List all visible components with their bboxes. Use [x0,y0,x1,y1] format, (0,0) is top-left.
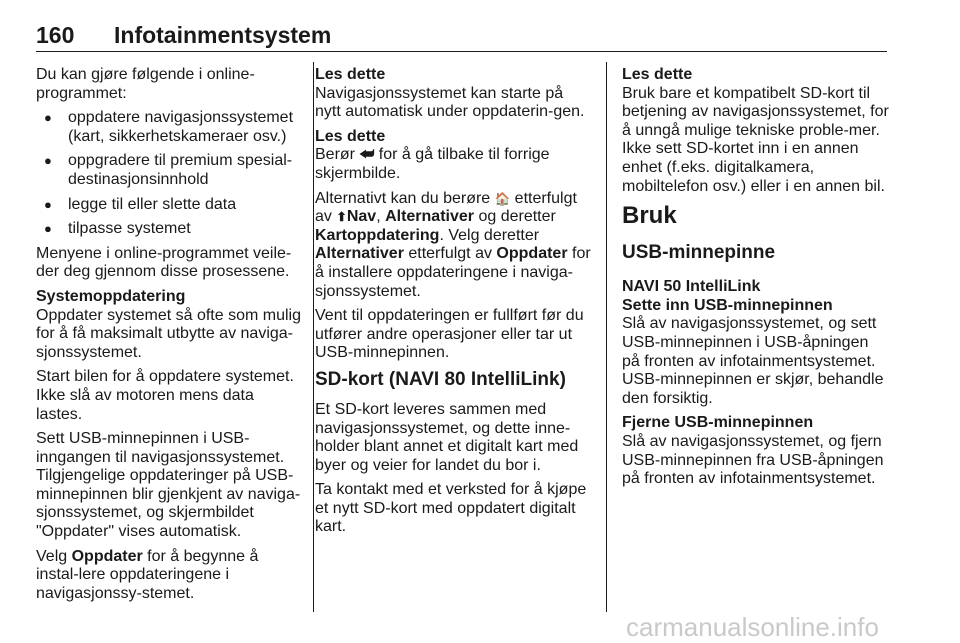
text-run: for å gå tilbake til forrige skjermbilde. [315,146,550,182]
list-item: ● legge til eller slette data [36,196,301,215]
text-run: , [376,208,386,226]
note-heading: Les dette [622,66,693,83]
text-run: for å installere oppdateringene i naviga-sjonssystemet. [315,245,591,300]
usb-insert-text: Sett USB-minnepinnen i USB-inngangen til navigasjonssystemet. Tilgjengelige oppdateringer på USB-minnepinnen blir gjenkjent av naviga-sjonssystemet, og skjermbildet "Oppdater" vises automatisk. [36,430,301,541]
note-heading: Les dette [315,127,386,145]
sd-card-heading: SD-kort (NAVI 80 IntelliLink) [315,368,566,390]
note-text [315,146,592,183]
system-update-text: Oppdater systemet så ofte som mulig for å få maksimalt utbytte av naviga-sjonssystemet. [36,306,301,361]
page-header [36,22,886,52]
text-run: etterfulgt av [315,189,577,226]
note-text: Navigasjonssystemet kan starte på nytt automatisk under oppdaterin-gen. [315,84,585,121]
list-item: ● oppgradere til premium spesial-destinasjonsinnhold [36,152,301,189]
map-update-label: Kartoppdatering [315,226,440,244]
remove-usb-heading: Fjerne USB-minnepinnen [622,414,814,432]
column-2 [315,66,592,543]
list-item: ● tilpasse systemet [36,220,301,239]
insert-usb-heading: Sette inn USB-minnepinnen [622,296,833,314]
select-update-text [36,548,301,604]
column-divider-2 [606,62,607,612]
update-label: Oppdater [71,547,143,565]
note-heading: Les dette [315,66,386,83]
text-run: etterfulgt av [403,245,497,263]
remove-usb-text: Slå av navigasjonssystemet, og fjern USB-minnepinnen fra USB-åpningen på fronten av infotainmentsystemet. [622,432,884,488]
usb-heading: USB-minnepinne [622,242,776,264]
text-run: Velg [36,547,72,565]
column-1 [36,66,301,609]
text-run: Berør [315,146,360,164]
text-run: og deretter [474,208,556,226]
alternatives-label: Alternativer [315,245,404,263]
alternatives-label: Alternativer [385,208,474,226]
system-update-heading: Systemoppdatering [36,287,186,305]
text-run: Alternativt kan du berøre [315,189,495,207]
note-text: Bruk bare et kompatibelt SD-kort til betjening av navigasjonssystemet, for å unngå mulige tekniske proble-mer. Ikke sett SD-kortet inn i en annen enhet (f.eks. digitalkamera, mobiltelefon osv.) eller i en annen bil. [622,84,889,195]
page-number: 160 [36,22,75,48]
update-label: Oppdater [496,245,568,263]
start-car-text: Start bilen for å oppdatere systemet. Ikke slå av motoren mens data lastes. [36,368,294,423]
feature-list [36,109,301,239]
page-title: Infotainmentsystem [114,22,332,48]
column-3 [622,66,890,495]
contact-text: Ta kontakt med et verksted for å kjøpe et nytt SD-kort med oppdatert digitalt kart. [315,481,587,536]
list-item: ● oppdatere navigasjonssystemet (kart, sikkerhetskameraer osv.) [36,109,301,146]
text-run: . Velg deretter [439,226,540,244]
nav-label: Nav [346,208,377,226]
watermark: carmanualsonline.info [626,612,879,642]
navi-heading: NAVI 50 IntelliLink [622,278,761,296]
back-arrow-icon: ⮨ [359,146,375,164]
wait-text: Vent til oppdateringen er fullført før du utfører andre operasjoner eller tar ut USB-minnepinnen. [315,307,584,362]
header-rule [36,51,887,52]
menus-text: Menyene i online-programmet veile-der deg gjennom disse prosessene. [36,244,292,281]
column-divider-1 [313,62,314,612]
usage-heading: Bruk [622,202,677,230]
text-run: for å begynne å instal-lere oppdateringene i navigasjonssy-stemet. [36,547,259,602]
sd-card-text: Et SD-kort leveres sammen med navigasjonssystemet, og dette inne-holder blant annet et digitalt kart med byer og veier for landet du bor i. [315,400,579,474]
insert-usb-text: Slå av navigasjonssystemet, og sett USB-minnepinnen i USB-åpningen på fronten av infotainmentsystemet. USB-minnepinnen er skjør, behandle den forsiktig. [622,315,884,407]
home-icon: 🏠 [494,191,511,206]
nav-arrow-icon: ⬆ [336,210,347,225]
alternative-text [315,190,592,302]
intro-text: Du kan gjøre følgende i online-programmet: [36,66,255,102]
